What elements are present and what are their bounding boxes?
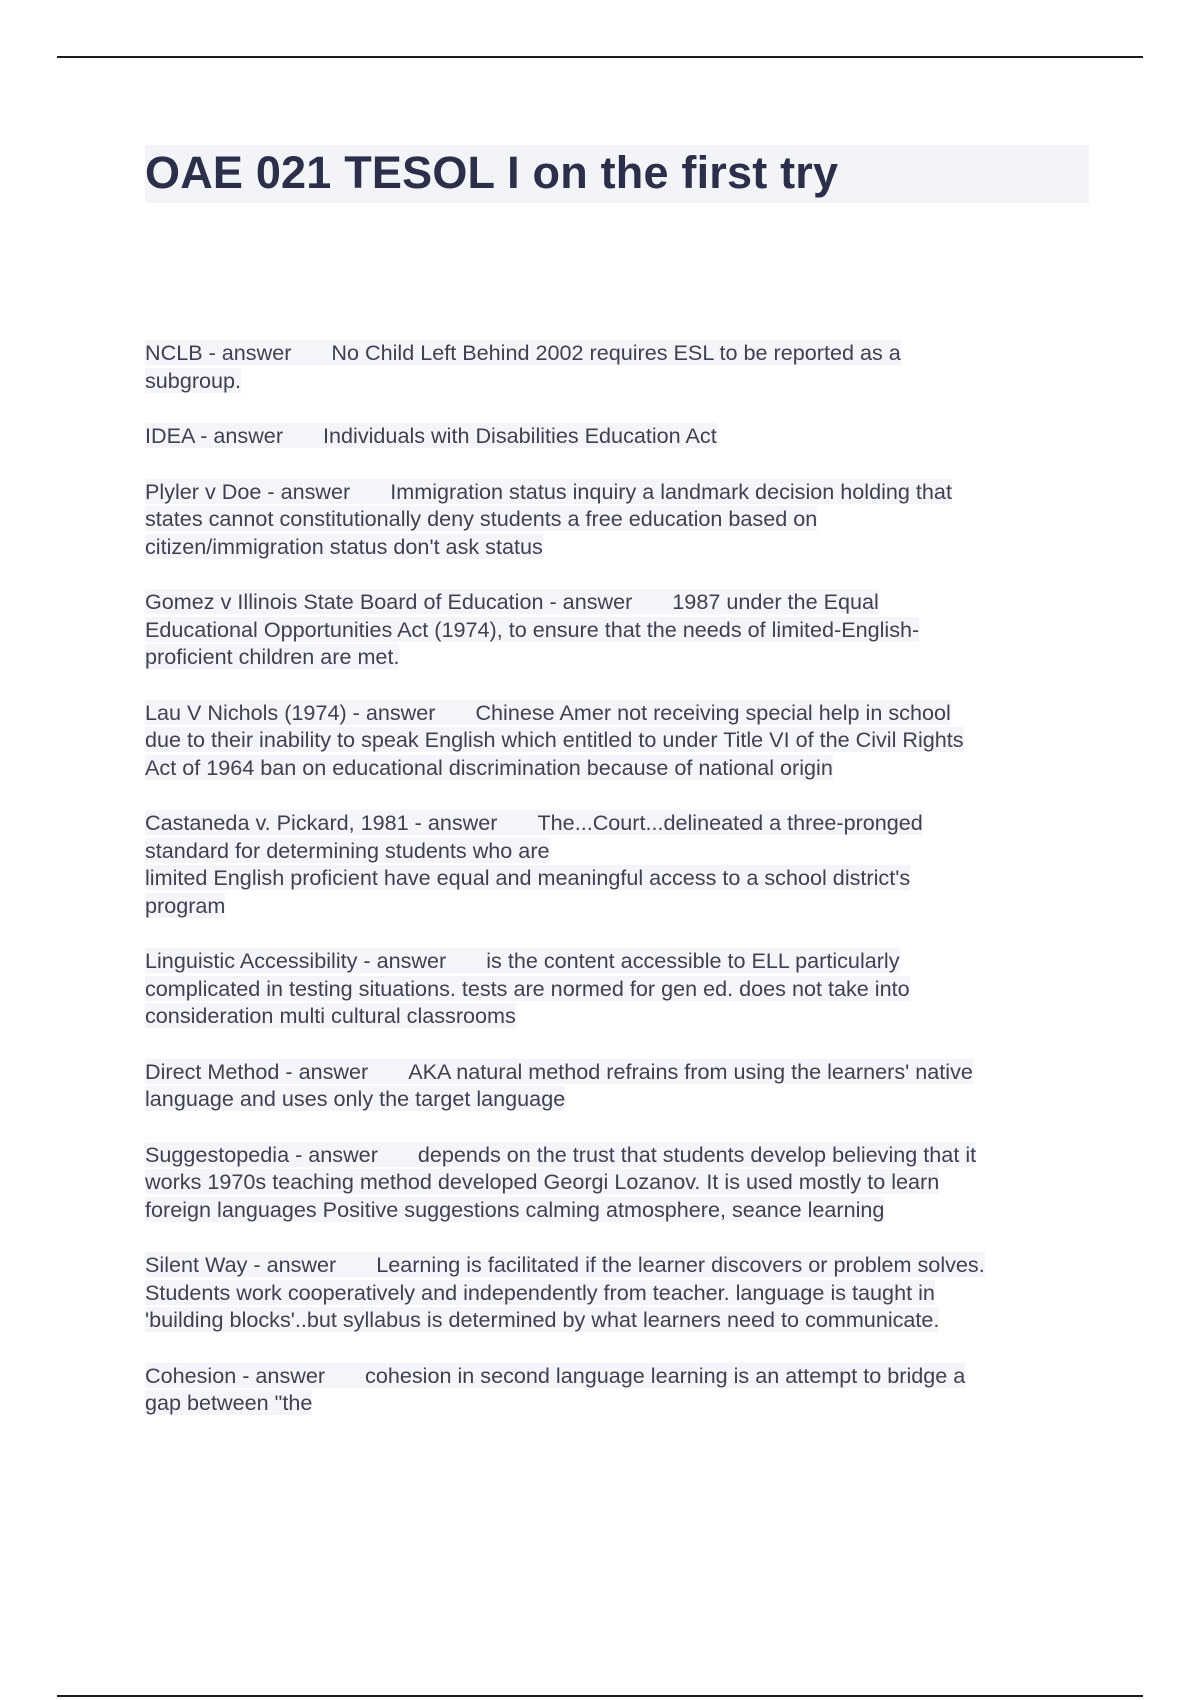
entry-line-highlight [145,948,900,973]
entry-term: Silent Way - answer [145,1252,337,1277]
entry-line [145,1002,1095,1030]
entry-line-highlight [145,506,817,531]
flashcard-entry [145,809,1095,919]
entry-line-highlight [145,755,833,780]
entry-line-highlight [145,479,952,504]
entry-line [145,1389,1095,1417]
entry-line [145,1251,1095,1279]
entry-line [145,809,1095,837]
entry-line [145,643,1095,671]
entry-line-highlight [145,1252,985,1277]
entry-line [145,754,1095,782]
entry-answer-text: 1987 under the Equal [672,589,879,614]
flashcard-entry [145,588,1095,671]
entry-answer-text: The...Court...delineated a three-pronged [537,810,923,835]
entry-line [145,616,1095,644]
flashcard-entry [145,699,1095,782]
entry-line-highlight [145,893,225,918]
entry-term: Lau V Nichols (1974) - answer [145,699,436,725]
entry-term: Cohesion - answer [145,1362,326,1388]
entry-line-highlight [145,727,964,752]
entry-line-highlight [145,1003,516,1028]
entry-answer-text: complicated in testing situations. tests are normed for gen ed. does not take into [145,975,910,1001]
entry-line-highlight [145,368,241,393]
flashcard-entry [145,422,1095,450]
entry-line [145,1362,1095,1390]
flashcard-entry [145,947,1095,1030]
entry-term: Castaneda v. Pickard, 1981 - answer [145,810,498,835]
entry-line [145,339,1095,367]
flashcard-entry [145,1058,1095,1113]
entry-answer-text: Learning is facilitated if the learner discovers or problem solves. [376,1252,985,1277]
entry-line-highlight [145,1390,312,1415]
entry-answer-text: proficient children are met. [145,644,400,669]
entry-line [145,1058,1095,1086]
entry-line-highlight [145,1059,973,1084]
entry-answer-text: program [145,892,226,918]
entry-answer-text: gap between "the [145,1390,313,1415]
entry-line [145,1196,1095,1224]
entry-answer-text: states cannot constitutionally deny students a free education based on [145,506,818,531]
entry-line-highlight [145,1197,884,1222]
entry-line [145,1085,1095,1113]
entry-line-highlight [145,617,919,642]
entry-line-highlight [145,534,543,559]
entry-answer-text: Students work cooperatively and independently from teacher. language is taught in [145,1279,935,1305]
entry-answer-text: cohesion in second language learning is an attempt to bridge a [365,1362,966,1388]
entry-line [145,1306,1095,1334]
entry-term: Gomez v Illinois State Board of Education - answer [145,589,633,614]
entry-answer-text: is the content accessible to ELL particularly [486,948,900,973]
entry-line-highlight [145,700,951,725]
entry-line-highlight [145,1363,965,1388]
entry-line [145,533,1095,561]
entry-answer-text: No Child Left Behind 2002 requires ESL to be reported as a [331,340,901,365]
entry-term: Suggestopedia - answer [145,1141,378,1167]
page-title: OAE 021 TESOL I on the first try [145,147,839,198]
entry-line-highlight [145,1169,939,1194]
entry-answer-text: language and uses only the target language [145,1086,566,1111]
entry-line [145,422,1095,450]
entry-term: NCLB - answer [145,340,292,365]
entry-term: Linguistic Accessibility - answer [145,948,447,973]
entry-line-highlight [145,589,879,614]
entry-line [145,699,1095,727]
entry-line [145,892,1095,920]
entry-line [145,1168,1095,1196]
top-rule [57,56,1143,58]
flashcard-entry [145,1362,1095,1417]
entry-answer-text: works 1970s teaching method developed Georgi Lozanov. It is used mostly to learn [145,1169,940,1194]
entry-line-highlight [145,340,901,365]
entry-answer-text: standard for determining students who are [145,837,550,863]
entry-line [145,1279,1095,1307]
entry-answer-text: 'building blocks'..but syllabus is determined by what learners need to communicate. [145,1307,940,1332]
entry-line [145,505,1095,533]
entry-line-highlight [145,1086,565,1111]
entry-line-highlight [145,644,399,669]
entry-line-highlight [145,1307,939,1332]
entry-term: Direct Method - answer [145,1058,369,1084]
flashcard-entry [145,478,1095,561]
entry-answer-text: AKA natural method refrains from using the learners' native [408,1058,973,1084]
entry-line [145,1141,1095,1169]
entry-answer-text: Educational Opportunities Act (1974), to ensure that the needs of limited-English- [145,616,920,642]
entry-line [145,726,1095,754]
entry-line [145,478,1095,506]
entry-answer-text: limited English proficient have equal and meaningful access to a school district's [145,865,911,890]
entry-line [145,367,1095,395]
entry-term: Plyler v Doe - answer [145,478,351,504]
entry-answer-text: Act of 1964 ban on educational discrimination because of national origin [145,754,833,780]
entry-answer-text: Immigration status inquiry a landmark decision holding that [390,478,952,504]
entry-line [145,947,1095,975]
flashcard-entry [145,339,1095,394]
entry-answer-text: citizen/immigration status don't ask status [145,533,543,559]
entry-line-highlight [145,976,910,1001]
entry-line-highlight [145,423,717,448]
entry-answer-text: due to their inability to speak English which entitled to under Title VI of the Civil Rights [145,727,964,752]
flashcard-list [145,339,1095,1445]
entry-answer-text: Individuals with Disabilities Education Act [323,423,717,448]
flashcard-entry [145,1251,1095,1334]
entry-answer-text: subgroup. [145,367,242,393]
bottom-rule [57,1695,1143,1697]
entry-line [145,588,1095,616]
entry-line-highlight [145,810,923,835]
entry-line [145,864,1095,892]
entry-answer-text: depends on the trust that students develop believing that it [417,1141,977,1167]
entry-answer-text: Chinese Amer not receiving special help in school [475,699,951,725]
entry-line-highlight [145,865,910,890]
entry-line [145,837,1095,865]
entry-answer-text: foreign languages Positive suggestions calming atmosphere, seance learning [145,1196,885,1222]
entry-answer-text: consideration multi cultural classrooms [145,1003,516,1028]
entry-line-highlight [145,838,550,863]
entry-term: IDEA - answer [145,423,284,448]
entry-line-highlight [145,1142,976,1167]
entry-line [145,975,1095,1003]
flashcard-entry [145,1141,1095,1224]
entry-line-highlight [145,1280,935,1305]
